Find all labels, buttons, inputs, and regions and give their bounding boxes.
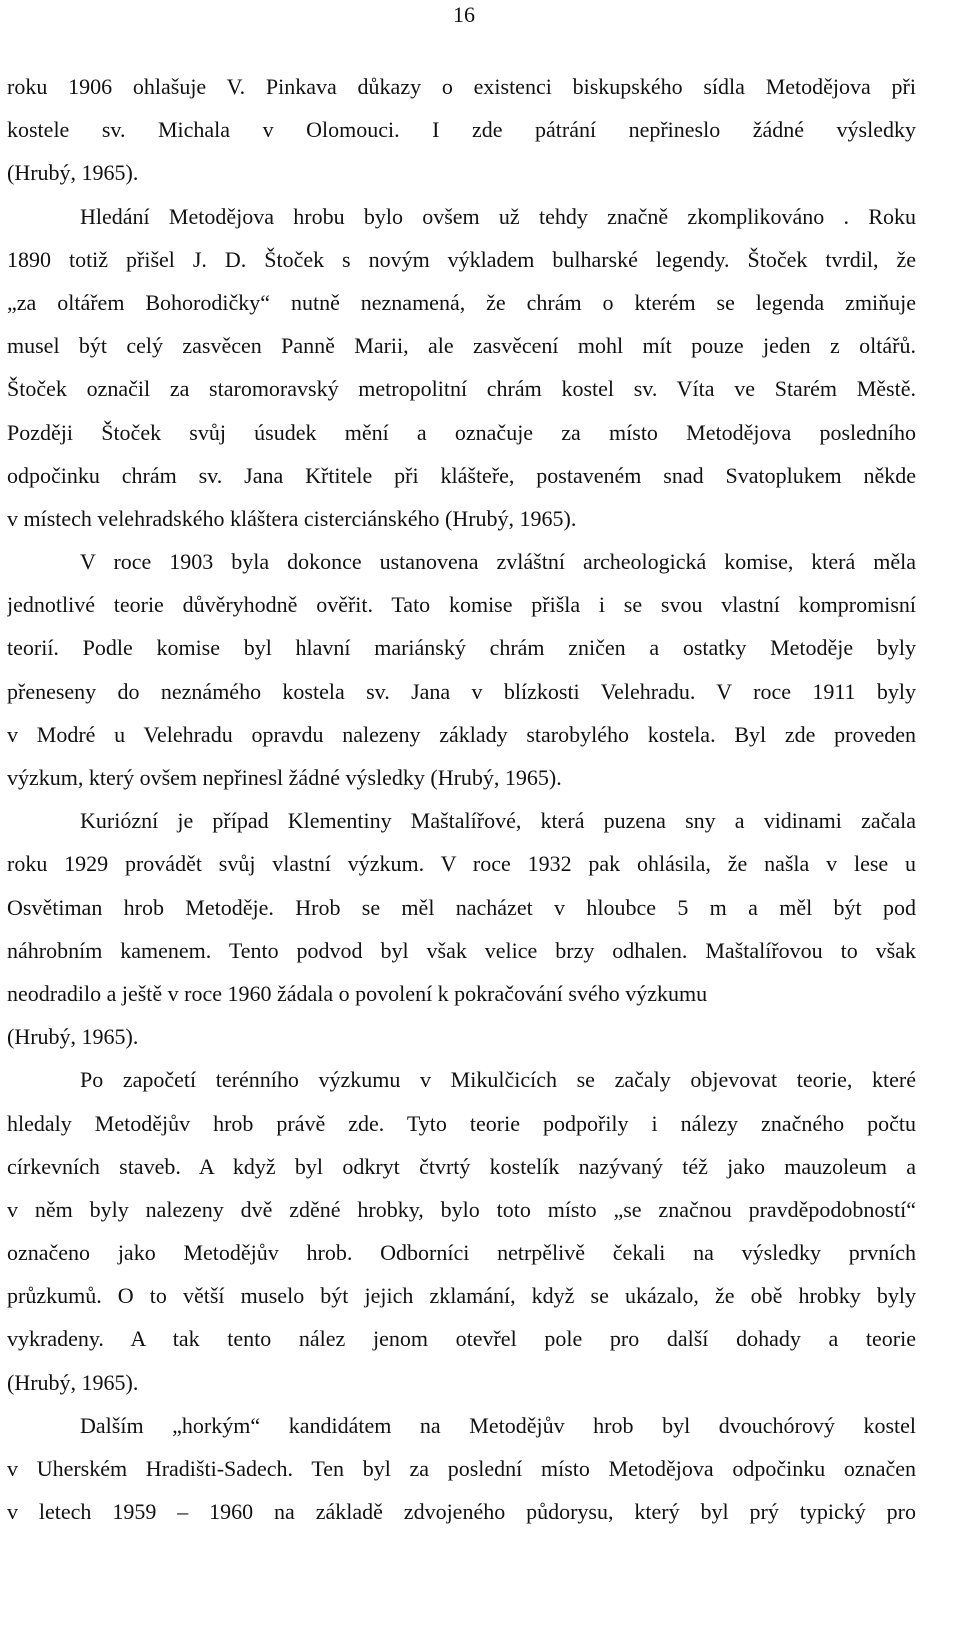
body-text xyxy=(7,65,916,1533)
text-line: v něm byly nalezeny dvě zděné hrobky, bylo toto místo „se značnou pravděpodobností“ xyxy=(7,1196,916,1222)
text-line: teorií. Podle komise byl hlavní mariánský chrám zničen a ostatky Metoděje byly xyxy=(7,635,916,661)
text-line: Později Štoček svůj úsudek mění a označuje za místo Metodějova posledního xyxy=(7,419,916,445)
text-line: v Uherském Hradišti-Sadech. Ten byl za poslední místo Metodějova odpočinku označen xyxy=(7,1456,916,1481)
text-line: roku 1906 ohlašuje V. Pinkava důkazy o existenci biskupského sídla Metodějova při xyxy=(7,74,916,99)
text-line: (Hrubý, 1965). xyxy=(7,160,139,186)
text-line: Po započetí terénního výzkumu v Mikulčicích se začaly objevovat teorie, které xyxy=(80,1067,916,1093)
text-line: v Modré u Velehradu opravdu nalezeny základy starobylého kostela. Byl zde proveden xyxy=(7,721,916,747)
text-line: jednotlivé teorie důvěryhodně ověřit. Tato komise přišla i se svou vlastní kompromisní xyxy=(7,592,916,618)
text-line: Dalším „horkým“ kandidátem na Metodějův hrob byl dvouchórový kostel xyxy=(80,1412,916,1438)
paragraph-1 xyxy=(7,65,916,195)
text-line: vykradeny. A tak tento nález jenom otevřel pole pro další dohady a teorie xyxy=(7,1326,916,1352)
text-line: výzkum, který ovšem nepřinesl žádné výsledky (Hrubý, 1965). xyxy=(7,765,562,790)
paragraph-3 xyxy=(7,540,916,799)
text-line: roku 1929 provádět svůj vlastní výzkum. V roce 1932 pak ohlásila, že našla v lese u xyxy=(7,851,916,877)
text-line: „za oltářem Bohorodičky“ nutně neznamená, že chrám o kterém se legenda zmiňuje xyxy=(7,289,916,315)
text-line: kostele sv. Michala v Olomouci. I zde pátrání nepřineslo žádné výsledky xyxy=(7,117,916,143)
text-line: Osvětiman hrob Metoděje. Hrob se měl nacházet v hloubce 5 m a měl být pod xyxy=(7,894,916,920)
text-line: neodradilo a ještě v roce 1960 žádala o povolení k pokračování svého výzkumu xyxy=(7,980,708,1006)
paragraph-5 xyxy=(7,1058,916,1404)
text-line: náhrobním kamenem. Tento podvod byl však velice brzy odhalen. Maštalířovou to však xyxy=(7,937,916,963)
paragraph-4 xyxy=(7,799,916,1058)
text-line: (Hrubý, 1965). xyxy=(7,1369,139,1395)
text-line: (Hrubý, 1965). xyxy=(7,1024,139,1050)
text-line: průzkumů. O to větší muselo být jejich zklamání, když se ukázalo, že obě hrobky byly xyxy=(7,1283,916,1309)
paragraph-6 xyxy=(7,1404,916,1534)
text-line: hledaly Metodějův hrob právě zde. Tyto teorie podpořily i nálezy značného počtu xyxy=(7,1110,916,1136)
text-line: církevních staveb. A když byl odkryt čtvrtý kostelík nazývaný též jako mauzoleum a xyxy=(7,1153,916,1179)
text-line: V roce 1903 byla dokonce ustanovena zvláštní archeologická komise, která měla xyxy=(80,549,916,575)
text-line: Hledání Metodějova hrobu bylo ovšem už tehdy značně zkomplikováno . Roku xyxy=(80,203,916,229)
text-line: Štoček označil za staromoravský metropolitní chrám kostel sv. Víta ve Starém Městě. xyxy=(7,376,916,402)
text-line: v letech 1959 – 1960 na základě zdvojeného půdorysu, který byl prý typický pro xyxy=(7,1499,916,1525)
text-line: přeneseny do neznámého kostela sv. Jana v blízkosti Velehradu. V roce 1911 byly xyxy=(7,678,916,704)
text-line: 1890 totiž přišel J. D. Štoček s novým výkladem bulharské legendy. Štoček tvrdil, že xyxy=(7,246,916,272)
text-line: Kuriózní je případ Klementiny Maštalířové, která puzena sny a vidinami začala xyxy=(80,808,916,834)
text-line: odpočinku chrám sv. Jana Křtitele při klášteře, postaveném snad Svatoplukem někde xyxy=(7,462,916,488)
paragraph-2 xyxy=(7,195,916,541)
text-line: v místech velehradského kláštera cisterciánského (Hrubý, 1965). xyxy=(7,505,577,531)
page-number: 16 xyxy=(453,2,475,27)
text-line: musel být celý zasvěcen Panně Marii, ale zasvěcení mohl mít pouze jeden z oltářů. xyxy=(7,333,916,359)
text-line: označeno jako Metodějův hrob. Odborníci netrpělivě čekali na výsledky prvních xyxy=(7,1240,916,1266)
